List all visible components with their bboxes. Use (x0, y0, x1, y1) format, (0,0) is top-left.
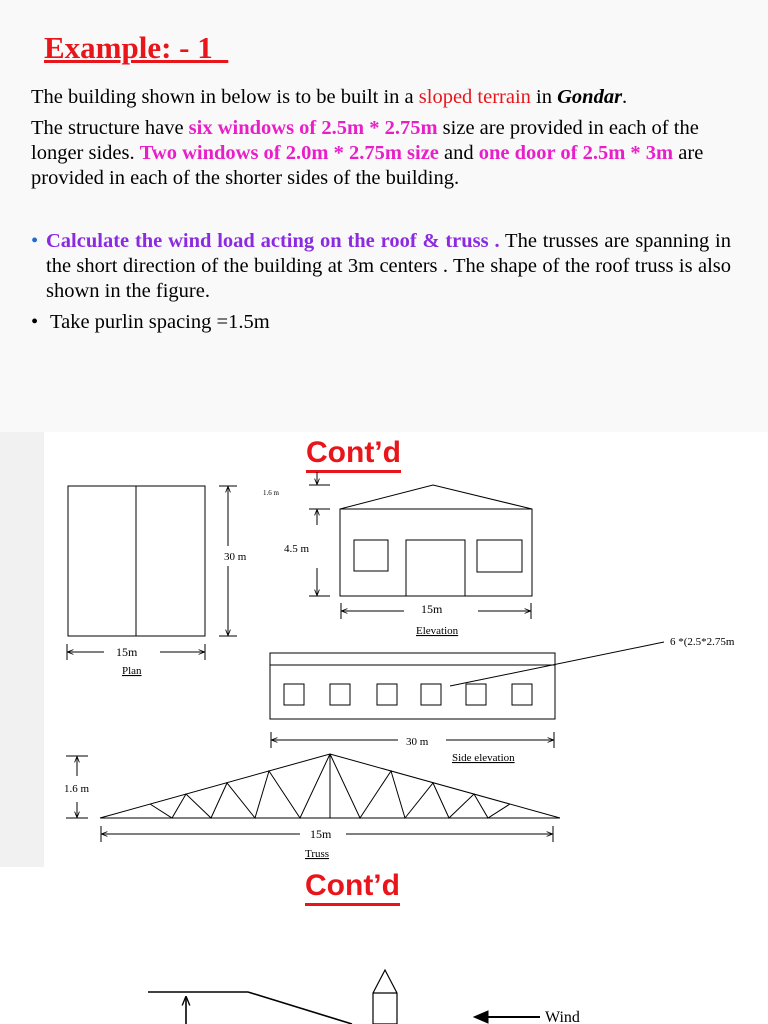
terrain-slope-line (248, 992, 352, 1024)
building-section (373, 970, 397, 1024)
elevation-roof (340, 485, 532, 509)
intro-text-in: in (530, 86, 558, 108)
elevation-door (406, 540, 465, 596)
short-side-windows-highlight: Two windows of 2.0m * 2.75m size (139, 142, 439, 164)
wall-height-label: 4.5 m (284, 543, 310, 555)
side-elevation-caption: Side elevation (452, 752, 515, 764)
location-highlight: Gondar (557, 86, 623, 108)
windows-text-3: are provided in each of the shorter sides of the building. (31, 142, 704, 189)
side-window (421, 684, 441, 705)
windows-text-and: and (438, 142, 479, 164)
long-side-windows-highlight: six windows of 2.5m * 2.75m (188, 117, 438, 139)
slide2-title: Cont’d (306, 437, 401, 473)
door-highlight: one door of 2.5m * 3m (478, 142, 674, 164)
roof-rise-label: 1.6 m (263, 489, 279, 497)
window-callout-label: 6 *(2.5*2.75m (670, 636, 735, 648)
slide3-title: Cont’d (305, 870, 400, 906)
truss-rise-label: 1.6 m (64, 783, 90, 795)
truss-span-label: 15m (310, 827, 332, 841)
bullet-dot-icon: • (31, 230, 39, 252)
bullet-dot-icon: • (31, 311, 39, 333)
side-window (330, 684, 350, 705)
task-highlight: Calculate the wind load acting on the roof & truss . (46, 230, 500, 252)
wind-diagram (148, 970, 540, 1024)
terrain-highlight: sloped terrain (418, 86, 531, 108)
side-window (466, 684, 486, 705)
windows-text: The structure have (31, 117, 189, 139)
intro-period: . (622, 86, 628, 108)
elevation-window-right (477, 540, 522, 572)
slide-title: Example: - 1 (44, 30, 229, 65)
side-window (377, 684, 397, 705)
elevation-wall (340, 509, 532, 596)
truss-web-left (150, 754, 330, 818)
side-length-label: 30 m (406, 736, 429, 748)
elevation-width-label: 15m (421, 602, 443, 616)
window-callout-leader (450, 642, 664, 686)
elevation-window-left (354, 540, 388, 571)
task-text: The trusses are spanning in the short direction of the building at 3m centers . The shape of the roof truss is also shown in the figure. (46, 230, 731, 302)
purlin-text: Take purlin spacing =1.5m (50, 311, 270, 333)
plan-length-label: 30 m (224, 551, 247, 563)
elevation-caption: Elevation (416, 625, 459, 637)
wind-arrow-head (474, 1011, 488, 1023)
plan-drawing (67, 486, 237, 660)
side-window (512, 684, 532, 705)
intro-text: The building shown in below is to be built in a (31, 86, 419, 108)
elevation-drawing (309, 472, 532, 619)
wind-label: Wind (545, 1009, 580, 1024)
plan-caption: Plan (122, 665, 142, 677)
truss-caption: Truss (305, 848, 330, 860)
side-window (284, 684, 304, 705)
windows-text-2: size are provided in each of the longer sides. (31, 117, 699, 164)
side-elevation-drawing (270, 642, 664, 748)
plan-width-label: 15m (116, 645, 138, 659)
